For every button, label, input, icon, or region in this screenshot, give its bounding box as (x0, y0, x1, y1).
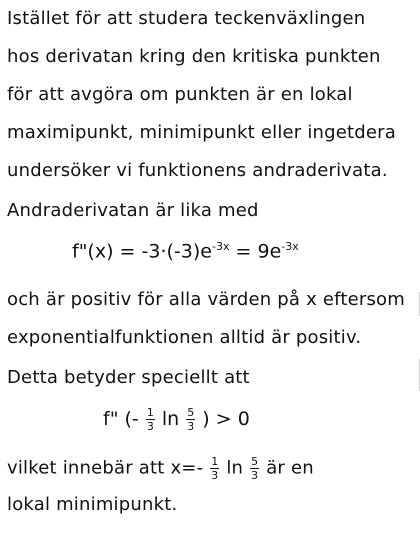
formula2-minus: - (131, 408, 139, 430)
formula2-fraction1 (146, 407, 155, 432)
paragraph3-line1: och är positiv för alla värden på x eftersom (7, 289, 405, 310)
formula2-f: f (103, 408, 110, 430)
paragraph1-line2: hos derivatan kring den kritiska punkten (7, 46, 381, 67)
paragraph1-line1: Istället för att studera teckenväxlingen (7, 8, 366, 29)
formula2-frac2-den: 3 (187, 420, 195, 433)
paragraph5-ln: ln (226, 457, 244, 479)
formula2-prime: " (109, 408, 119, 430)
formula1-eq2: = (235, 240, 252, 263)
paragraph5-prefix: vilket innebär att (7, 457, 165, 479)
formula2-fraction2 (186, 407, 195, 432)
paragraph5-frac2-den: 3 (251, 469, 259, 482)
paragraph4-line: Detta betyder speciellt att (7, 367, 250, 388)
paragraph3-line2: exponentialfunktionen alltid är positiv. (7, 327, 362, 348)
paragraph1-line4: maximipunkt, minimipunkt eller ingetdera (7, 122, 397, 143)
formula2-ln: ln (161, 408, 180, 430)
paragraph5-line1 (7, 456, 314, 481)
paragraph5-frac2-num: 5 (251, 455, 259, 468)
formula1-coef: 9 (257, 240, 270, 263)
formula1-e1: e (200, 240, 212, 263)
paragraph5-frac1-den: 3 (211, 469, 219, 482)
formula2-gt: > (215, 408, 232, 430)
formula2-zero: 0 (237, 408, 250, 430)
paragraph2-intro: Andraderivatan är lika med (7, 200, 259, 221)
paragraph5-suffix: är en (266, 457, 314, 479)
formula2-frac1-den: 3 (146, 420, 154, 433)
formula2-frac2-num: 5 (187, 406, 195, 419)
paragraph5-fraction2 (250, 456, 259, 481)
formula1-exp1: -3x (211, 240, 230, 253)
paragraph5-frac1-num: 1 (211, 455, 219, 468)
formula1-middle-prefix: -3·(-3) (141, 240, 201, 263)
inequality-formula (103, 407, 250, 432)
paragraph1-line5: undersöker vi funktionens andraderivata. (7, 160, 388, 181)
formula2-close: ) (202, 408, 210, 430)
paragraph5-eq: = (181, 457, 197, 479)
paragraph5-fraction1 (210, 456, 219, 481)
second-derivative-formula (72, 240, 299, 262)
formula1-eq1: = (119, 240, 136, 263)
formula2-frac1-num: 1 (146, 406, 154, 419)
formula1-e2: e (269, 240, 282, 263)
paragraph5-minus: - (196, 457, 204, 479)
formula1-exp2: -3x (281, 240, 299, 253)
formula2-open: ( (124, 408, 132, 430)
paragraph1-line3: för att avgöra om punkten är en lokal (7, 84, 353, 105)
paragraph5-x: x (170, 457, 182, 479)
paragraph5-line2: lokal minimipunkt. (7, 494, 178, 515)
formula1-lhs: f"(x) (72, 240, 114, 263)
